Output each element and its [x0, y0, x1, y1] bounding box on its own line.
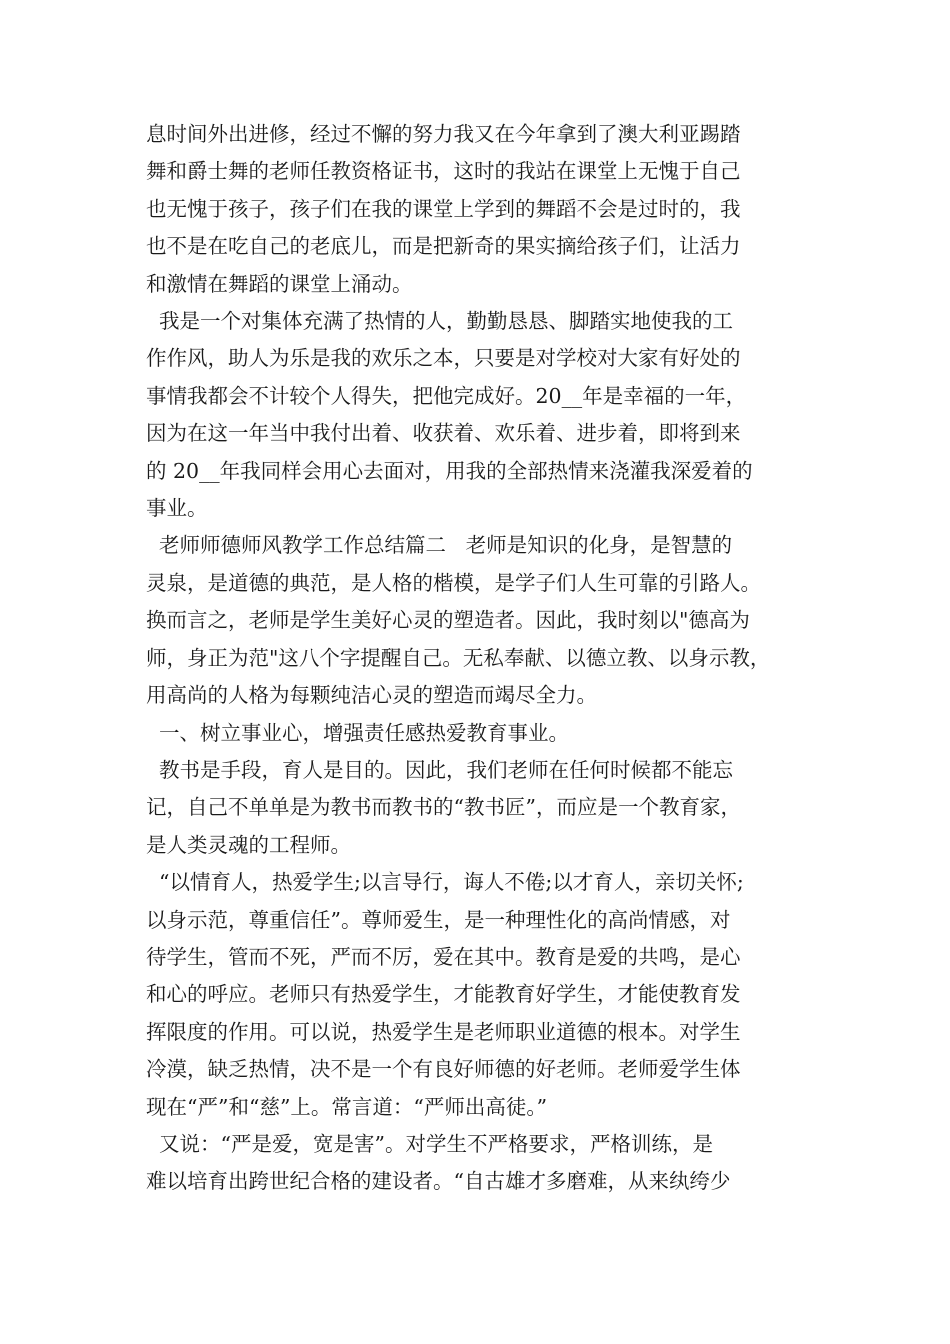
text-line: 也无愧于孩子，孩子们在我的课堂上学到的舞蹈不会是过时的，我	[146, 196, 741, 221]
text-line: “以情育人，热爱学生;以言导行，诲人不倦;以才育人，亲切关怀;	[146, 870, 744, 895]
text-line: 的 20__年我同样会用心去面对，用我的全部热情来浇灌我深爱着的	[146, 458, 753, 483]
text-line: 灵泉，是道德的典范，是人格的楷模，是学子们人生可靠的引路人。	[146, 570, 761, 595]
text-line: 和激情在舞蹈的课堂上涌动。	[146, 271, 413, 296]
text-line: 现在“严”和“慈”上。常言道：“严师出高徒。”	[146, 1094, 548, 1119]
text-line: 换而言之，老师是学生美好心灵的塑造者。因此，我时刻以"德高为	[146, 608, 750, 633]
text-line: 难以培育出跨世纪合格的建设者。“自古雄才多磨难，从来纨绔少	[146, 1169, 731, 1194]
text-line: 一、树立事业心，增强责任感热爱教育事业。	[146, 720, 570, 745]
text-line: 舞和爵士舞的老师任教资格证书，这时的我站在课堂上无愧于自己	[146, 159, 741, 184]
text-line: 又说：“严是爱，宽是害”。对学生不严格要求，严格训练，是	[146, 1131, 713, 1156]
text-line: 老师师德师风教学工作总结篇二 老师是知识的化身，是智慧的	[146, 533, 733, 558]
text-line: 和心的呼应。老师只有热爱学生，才能教育好学生，才能使教育发	[146, 982, 741, 1007]
text-line: 待学生，管而不死，严而不厉，爱在其中。教育是爱的共鸣，是心	[146, 944, 741, 969]
text-line: 教书是手段，育人是目的。因此，我们老师在任何时候都不能忘	[146, 757, 734, 782]
text-line: 挥限度的作用。可以说，热爱学生是老师职业道德的根本。对学生	[146, 1019, 741, 1044]
text-line: 息时间外出进修，经过不懈的努力我又在今年拿到了澳大利亚踢踏	[146, 122, 741, 146]
text-line: 事业。	[146, 496, 208, 521]
text-line: 以身示范，尊重信任”。尊师爱生，是一种理性化的高尚情感，对	[146, 907, 731, 932]
text-line: 记，自己不单单是为教书而教书的“教书匠”，而应是一个教育家，	[146, 795, 741, 820]
text-line: 事情我都会不计较个人得失，把他完成好。20__年是幸福的一年，	[146, 383, 747, 408]
text-line: 用高尚的人格为每颗纯洁心灵的塑造而竭尽全力。	[146, 683, 597, 708]
text-line: 因为在这一年当中我付出着、收获着、欢乐着、进步着，即将到来	[146, 421, 741, 446]
text-line: 我是一个对集体充满了热情的人，勤勤恳恳、脚踏实地使我的工	[146, 309, 734, 334]
body-text	[146, 116, 810, 1201]
text-line: 冷漠，缺乏热情，决不是一个有良好师德的好老师。老师爱学生体	[146, 1057, 741, 1082]
text-line: 也不是在吃自己的老底儿，而是把新奇的果实摘给孩子们，让活力	[146, 234, 741, 259]
text-line: 是人类灵魂的工程师。	[146, 832, 351, 857]
text-line: 作作风，助人为乐是我的欢乐之本，只要是对学校对大家有好处的	[146, 346, 741, 371]
text-line: 师，身正为范"这八个字提醒自己。无私奉献、以德立教、以身示教，	[146, 645, 771, 670]
